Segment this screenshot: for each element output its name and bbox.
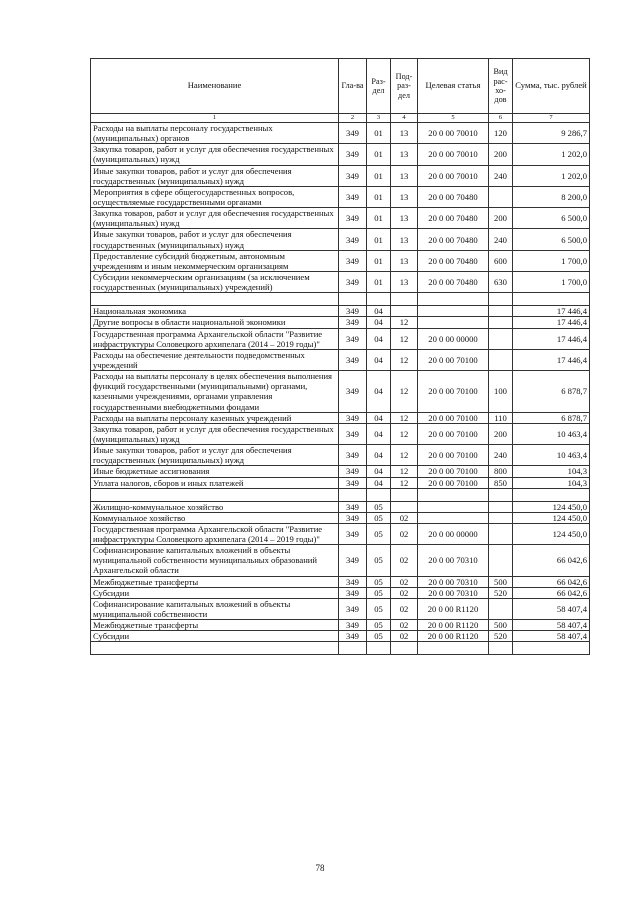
cell-glava: 349 <box>339 412 367 423</box>
table-row <box>91 371 590 413</box>
cell-summa: 58 407,4 <box>513 620 590 631</box>
cell-tselevaya-statya: 20 0 00 70010 <box>418 165 489 186</box>
cell-tselevaya-statya: 20 0 00 70100 <box>418 371 489 413</box>
cell-podrazdel: 12 <box>391 328 418 349</box>
table-row <box>91 306 590 317</box>
cell-razdel: 01 <box>367 229 391 250</box>
header-podrazdel: Под-раз-дел <box>391 59 418 114</box>
cell-glava: 349 <box>339 423 367 444</box>
cell-tselevaya-statya: 20 0 00 70010 <box>418 123 489 144</box>
column-numbers-row <box>91 114 590 123</box>
cell-razdel: 01 <box>367 144 391 165</box>
cell-glava: 349 <box>339 144 367 165</box>
cell-name: Государственная программа Архангельской области "Развитие инфраструктуры Соловецкого архипелага (2014 – 2019 годы)" <box>91 328 339 349</box>
cell-summa: 17 446,4 <box>513 306 590 317</box>
cell-podrazdel: 13 <box>391 208 418 229</box>
cell-name: Закупка товаров, работ и услуг для обеспечения государственных (муниципальных) нужд <box>91 208 339 229</box>
cell-razdel: 05 <box>367 620 391 631</box>
column-number: 1 <box>91 114 339 123</box>
table-row-blank <box>91 488 590 501</box>
cell-podrazdel: 02 <box>391 512 418 523</box>
cell-razdel: 01 <box>367 165 391 186</box>
cell-vid-raskhodov: 600 <box>489 250 513 271</box>
table-row <box>91 523 590 544</box>
cell-glava: 349 <box>339 165 367 186</box>
cell-razdel: 04 <box>367 317 391 328</box>
cell-glava: 349 <box>339 587 367 598</box>
cell-summa: 10 463,4 <box>513 445 590 466</box>
cell-tselevaya-statya: 20 0 00 R1120 <box>418 598 489 619</box>
table-row <box>91 123 590 144</box>
cell-tselevaya-statya <box>418 488 489 501</box>
cell-vid-raskhodov <box>489 328 513 349</box>
cell-name: Субсидии <box>91 587 339 598</box>
column-number: 4 <box>391 114 418 123</box>
cell-tselevaya-statya <box>418 501 489 512</box>
table-row <box>91 466 590 477</box>
cell-name: Национальная экономика <box>91 306 339 317</box>
cell-glava: 349 <box>339 477 367 488</box>
cell-name: Иные закупки товаров, работ и услуг для обеспечения государственных (муниципальных) нужд <box>91 229 339 250</box>
cell-name: Государственная программа Архангельской области "Развитие инфраструктуры Соловецкого архипелага (2014 – 2019 годы)" <box>91 523 339 544</box>
cell-tselevaya-statya: 20 0 00 70100 <box>418 423 489 444</box>
cell-glava: 349 <box>339 620 367 631</box>
table-row <box>91 598 590 619</box>
cell-name: Уплата налогов, сборов и иных платежей <box>91 477 339 488</box>
cell-razdel: 01 <box>367 208 391 229</box>
cell-summa: 124 450,0 <box>513 523 590 544</box>
cell-vid-raskhodov: 240 <box>489 445 513 466</box>
table-row <box>91 412 590 423</box>
cell-glava: 349 <box>339 512 367 523</box>
cell-name: Расходы на обеспечение деятельности подведомственных учреждений <box>91 349 339 370</box>
cell-tselevaya-statya: 20 0 00 00000 <box>418 328 489 349</box>
cell-podrazdel: 12 <box>391 317 418 328</box>
table-row <box>91 477 590 488</box>
cell-tselevaya-statya: 20 0 00 70310 <box>418 545 489 576</box>
cell-name: Другие вопросы в области национальной экономики <box>91 317 339 328</box>
table-row <box>91 317 590 328</box>
cell-vid-raskhodov: 630 <box>489 271 513 292</box>
header-summa: Сумма, тыс. рублей <box>513 59 590 114</box>
cell-razdel: 04 <box>367 466 391 477</box>
cell-name: Межбюджетные трансферты <box>91 576 339 587</box>
table-row-blank <box>91 642 590 655</box>
cell-name: Расходы на выплаты персоналу казенных учреждений <box>91 412 339 423</box>
header-glava: Гла-ва <box>339 59 367 114</box>
cell-podrazdel: 12 <box>391 371 418 413</box>
cell-name: Субсидии некоммерческим организациям (за исключением государственных (муниципальных) учреждений) <box>91 271 339 292</box>
cell-podrazdel: 02 <box>391 545 418 576</box>
cell-summa: 10 463,4 <box>513 423 590 444</box>
cell-vid-raskhodov: 520 <box>489 631 513 642</box>
cell-tselevaya-statya: 20 0 00 R1120 <box>418 631 489 642</box>
cell-podrazdel: 02 <box>391 620 418 631</box>
cell-vid-raskhodov: 120 <box>489 123 513 144</box>
cell-tselevaya-statya: 20 0 00 70100 <box>418 445 489 466</box>
table-body <box>91 123 590 655</box>
cell-vid-raskhodov: 110 <box>489 412 513 423</box>
cell-summa: 17 446,4 <box>513 349 590 370</box>
cell-tselevaya-statya: 20 0 00 70310 <box>418 576 489 587</box>
table-row <box>91 165 590 186</box>
cell-tselevaya-statya: 20 0 00 70310 <box>418 587 489 598</box>
cell-tselevaya-statya: 20 0 00 70480 <box>418 208 489 229</box>
table-row <box>91 620 590 631</box>
cell-razdel: 04 <box>367 328 391 349</box>
cell-vid-raskhodov: 200 <box>489 423 513 444</box>
table-row <box>91 445 590 466</box>
cell-summa: 1 700,0 <box>513 250 590 271</box>
cell-podrazdel: 02 <box>391 631 418 642</box>
cell-tselevaya-statya: 20 0 00 00000 <box>418 523 489 544</box>
cell-vid-raskhodov <box>489 317 513 328</box>
cell-glava: 349 <box>339 271 367 292</box>
cell-podrazdel <box>391 642 418 655</box>
cell-glava: 349 <box>339 328 367 349</box>
cell-razdel: 04 <box>367 349 391 370</box>
cell-razdel: 01 <box>367 123 391 144</box>
cell-name: Жилищно-коммунальное хозяйство <box>91 501 339 512</box>
cell-summa: 17 446,4 <box>513 317 590 328</box>
cell-name: Иные бюджетные ассигнования <box>91 466 339 477</box>
table-row <box>91 186 590 207</box>
cell-name: Закупка товаров, работ и услуг для обеспечения государственных (муниципальных) нужд <box>91 144 339 165</box>
cell-vid-raskhodov: 240 <box>489 165 513 186</box>
cell-razdel: 04 <box>367 412 391 423</box>
cell-summa: 1 700,0 <box>513 271 590 292</box>
cell-podrazdel: 13 <box>391 165 418 186</box>
cell-vid-raskhodov <box>489 349 513 370</box>
cell-tselevaya-statya: 20 0 00 70100 <box>418 412 489 423</box>
cell-summa: 6 878,7 <box>513 412 590 423</box>
cell-podrazdel: 12 <box>391 349 418 370</box>
header-name: Наименование <box>91 59 339 114</box>
cell-podrazdel <box>391 293 418 306</box>
table-row <box>91 512 590 523</box>
cell-glava: 349 <box>339 631 367 642</box>
cell-glava: 349 <box>339 229 367 250</box>
cell-summa: 66 042,6 <box>513 545 590 576</box>
header-row <box>91 59 590 114</box>
cell-vid-raskhodov <box>489 642 513 655</box>
cell-tselevaya-statya <box>418 306 489 317</box>
cell-vid-raskhodov <box>489 501 513 512</box>
column-number: 2 <box>339 114 367 123</box>
cell-podrazdel: 13 <box>391 271 418 292</box>
cell-vid-raskhodov: 200 <box>489 208 513 229</box>
page-number: 78 <box>315 863 325 873</box>
header-tselevaya-statya: Целевая статья <box>418 59 489 114</box>
cell-vid-raskhodov: 240 <box>489 229 513 250</box>
cell-razdel: 05 <box>367 587 391 598</box>
cell-vid-raskhodov: 500 <box>489 576 513 587</box>
cell-razdel: 04 <box>367 423 391 444</box>
cell-tselevaya-statya: 20 0 00 70480 <box>418 229 489 250</box>
cell-glava: 349 <box>339 523 367 544</box>
cell-vid-raskhodov: 520 <box>489 587 513 598</box>
cell-vid-raskhodov <box>489 488 513 501</box>
cell-glava <box>339 642 367 655</box>
cell-glava: 349 <box>339 598 367 619</box>
cell-summa: 6 500,0 <box>513 229 590 250</box>
cell-summa: 8 200,0 <box>513 186 590 207</box>
cell-tselevaya-statya: 20 0 00 70010 <box>418 144 489 165</box>
cell-glava: 349 <box>339 123 367 144</box>
cell-podrazdel: 12 <box>391 445 418 466</box>
cell-tselevaya-statya: 20 0 00 70100 <box>418 466 489 477</box>
cell-name <box>91 642 339 655</box>
cell-podrazdel: 13 <box>391 250 418 271</box>
cell-vid-raskhodov: 200 <box>489 144 513 165</box>
table-row <box>91 576 590 587</box>
cell-vid-raskhodov: 800 <box>489 466 513 477</box>
cell-summa: 58 407,4 <box>513 598 590 619</box>
cell-tselevaya-statya: 20 0 00 R1120 <box>418 620 489 631</box>
cell-summa: 17 446,4 <box>513 328 590 349</box>
cell-razdel: 05 <box>367 523 391 544</box>
cell-summa: 104,3 <box>513 477 590 488</box>
column-number: 6 <box>489 114 513 123</box>
cell-summa: 6 878,7 <box>513 371 590 413</box>
cell-glava <box>339 293 367 306</box>
cell-razdel: 05 <box>367 501 391 512</box>
cell-name: Мероприятия в сфере общегосударственных вопросов, осуществляемые государственными органами <box>91 186 339 207</box>
cell-vid-raskhodov <box>489 186 513 207</box>
cell-name: Софинансирование капитальных вложений в объекты муниципальной собственности муниципальных образований Архангельской области <box>91 545 339 576</box>
cell-podrazdel: 13 <box>391 186 418 207</box>
cell-summa: 124 450,0 <box>513 512 590 523</box>
cell-summa: 1 202,0 <box>513 144 590 165</box>
cell-podrazdel <box>391 488 418 501</box>
cell-podrazdel <box>391 501 418 512</box>
cell-podrazdel <box>391 306 418 317</box>
table-row <box>91 423 590 444</box>
cell-glava: 349 <box>339 371 367 413</box>
cell-podrazdel: 12 <box>391 412 418 423</box>
table-row <box>91 631 590 642</box>
table-row <box>91 328 590 349</box>
cell-podrazdel: 02 <box>391 598 418 619</box>
cell-glava: 349 <box>339 576 367 587</box>
cell-name: Межбюджетные трансферты <box>91 620 339 631</box>
cell-razdel: 05 <box>367 598 391 619</box>
column-number: 7 <box>513 114 590 123</box>
header-vid-raskhodov: Вид рас-хо-дов <box>489 59 513 114</box>
cell-tselevaya-statya: 20 0 00 70100 <box>418 477 489 488</box>
cell-tselevaya-statya: 20 0 00 70480 <box>418 271 489 292</box>
cell-razdel: 04 <box>367 477 391 488</box>
table-row <box>91 208 590 229</box>
cell-podrazdel: 02 <box>391 576 418 587</box>
cell-summa: 58 407,4 <box>513 631 590 642</box>
cell-glava: 349 <box>339 545 367 576</box>
cell-razdel <box>367 293 391 306</box>
cell-summa: 1 202,0 <box>513 165 590 186</box>
cell-summa: 66 042,6 <box>513 587 590 598</box>
cell-glava: 349 <box>339 445 367 466</box>
cell-vid-raskhodov <box>489 293 513 306</box>
cell-razdel: 04 <box>367 306 391 317</box>
table-row <box>91 545 590 576</box>
cell-glava: 349 <box>339 186 367 207</box>
cell-name <box>91 293 339 306</box>
table-row <box>91 349 590 370</box>
cell-glava: 349 <box>339 501 367 512</box>
cell-summa <box>513 293 590 306</box>
cell-vid-raskhodov: 500 <box>489 620 513 631</box>
cell-glava: 349 <box>339 317 367 328</box>
cell-razdel: 04 <box>367 445 391 466</box>
header-razdel: Раз-дел <box>367 59 391 114</box>
column-number: 5 <box>418 114 489 123</box>
cell-glava: 349 <box>339 466 367 477</box>
cell-podrazdel: 02 <box>391 523 418 544</box>
table-row <box>91 229 590 250</box>
table-row <box>91 144 590 165</box>
cell-summa: 124 450,0 <box>513 501 590 512</box>
cell-vid-raskhodov <box>489 306 513 317</box>
cell-name: Софинансирование капитальных вложений в объекты муниципальной собственности <box>91 598 339 619</box>
cell-name <box>91 488 339 501</box>
table-row <box>91 271 590 292</box>
cell-razdel <box>367 642 391 655</box>
cell-vid-raskhodov: 850 <box>489 477 513 488</box>
column-number: 3 <box>367 114 391 123</box>
cell-glava: 349 <box>339 349 367 370</box>
cell-razdel: 01 <box>367 250 391 271</box>
cell-name: Иные закупки товаров, работ и услуг для обеспечения государственных (муниципальных) нужд <box>91 165 339 186</box>
cell-tselevaya-statya <box>418 293 489 306</box>
cell-podrazdel: 02 <box>391 587 418 598</box>
cell-tselevaya-statya <box>418 642 489 655</box>
cell-podrazdel: 12 <box>391 423 418 444</box>
cell-podrazdel: 13 <box>391 229 418 250</box>
cell-summa <box>513 488 590 501</box>
table-row-blank <box>91 293 590 306</box>
table-row <box>91 250 590 271</box>
cell-name: Коммунальное хозяйство <box>91 512 339 523</box>
cell-glava <box>339 488 367 501</box>
cell-razdel: 01 <box>367 186 391 207</box>
cell-vid-raskhodov <box>489 598 513 619</box>
cell-summa: 66 042,6 <box>513 576 590 587</box>
cell-name: Закупка товаров, работ и услуг для обеспечения государственных (муниципальных) нужд <box>91 423 339 444</box>
cell-razdel: 05 <box>367 545 391 576</box>
cell-podrazdel: 12 <box>391 466 418 477</box>
cell-podrazdel: 12 <box>391 477 418 488</box>
cell-name: Расходы на выплаты персоналу в целях обеспечения выполнения функций государственными (муниципальными) органами, казенными учреждениями, органами управления государственными внебюджетными фондами <box>91 371 339 413</box>
cell-name: Предоставление субсидий бюджетным, автономным учреждениям и иным некоммерческим организациям <box>91 250 339 271</box>
cell-name: Иные закупки товаров, работ и услуг для обеспечения государственных (муниципальных) нужд <box>91 445 339 466</box>
cell-tselevaya-statya <box>418 512 489 523</box>
cell-razdel: 01 <box>367 271 391 292</box>
cell-razdel: 05 <box>367 631 391 642</box>
cell-razdel: 05 <box>367 512 391 523</box>
cell-vid-raskhodov <box>489 545 513 576</box>
cell-podrazdel: 13 <box>391 123 418 144</box>
cell-razdel: 04 <box>367 371 391 413</box>
cell-summa: 9 286,7 <box>513 123 590 144</box>
cell-name: Субсидии <box>91 631 339 642</box>
table-row <box>91 587 590 598</box>
cell-glava: 349 <box>339 250 367 271</box>
cell-tselevaya-statya: 20 0 00 70480 <box>418 250 489 271</box>
cell-glava: 349 <box>339 306 367 317</box>
cell-summa <box>513 642 590 655</box>
cell-glava: 349 <box>339 208 367 229</box>
cell-tselevaya-statya: 20 0 00 70100 <box>418 349 489 370</box>
budget-table <box>90 58 590 655</box>
cell-razdel: 05 <box>367 576 391 587</box>
cell-podrazdel: 13 <box>391 144 418 165</box>
cell-razdel <box>367 488 391 501</box>
cell-summa: 104,3 <box>513 466 590 477</box>
table-row <box>91 501 590 512</box>
cell-vid-raskhodov <box>489 523 513 544</box>
cell-tselevaya-statya <box>418 317 489 328</box>
cell-vid-raskhodov: 100 <box>489 371 513 413</box>
cell-summa: 6 500,0 <box>513 208 590 229</box>
cell-name: Расходы на выплаты персоналу государственных (муниципальных) органов <box>91 123 339 144</box>
cell-tselevaya-statya: 20 0 00 70480 <box>418 186 489 207</box>
cell-vid-raskhodov <box>489 512 513 523</box>
